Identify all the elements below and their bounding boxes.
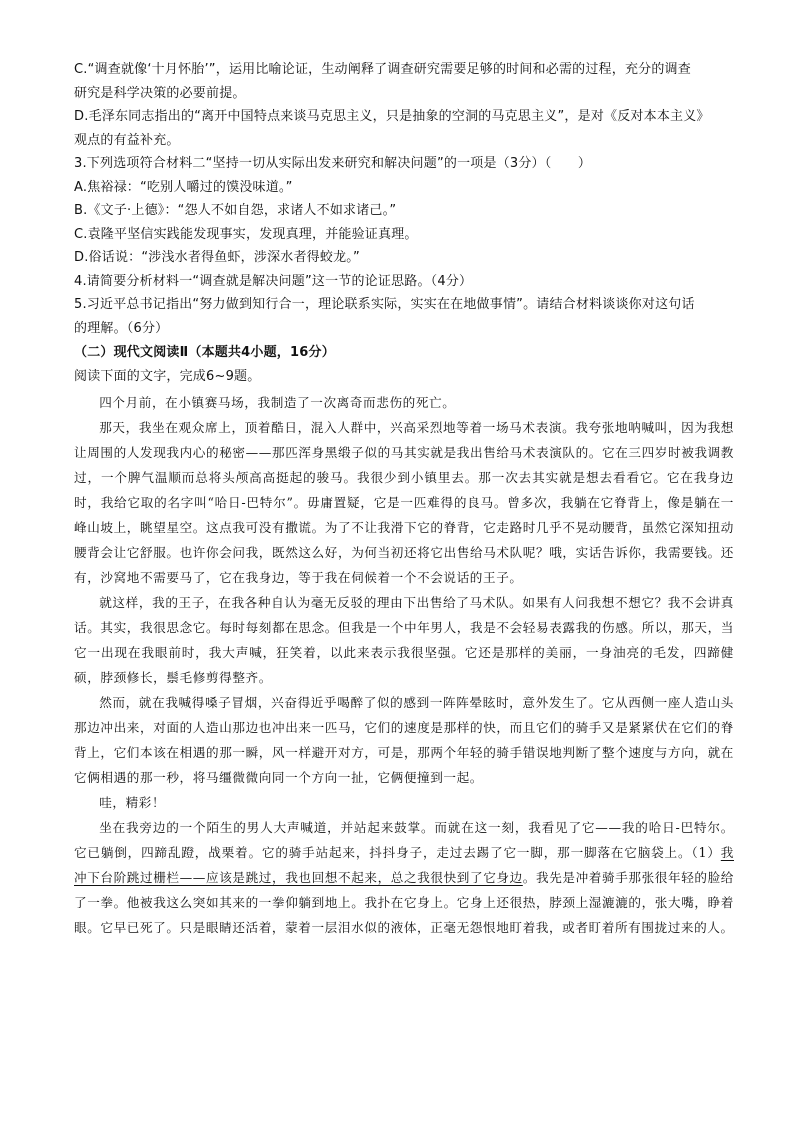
passage-paragraph-1: 四个月前，在小镇赛马场，我制造了一次离奇而悲伤的死亡。 xyxy=(99,395,456,410)
option-d-line-2: 观点的有益补充。 xyxy=(74,132,180,148)
question-4: 4.请简要分析材料一“调查就是解决问题”这一节的论证思路。（4分） xyxy=(74,273,473,289)
passage-paragraph-4: 然而，就在我喊得嗓子冒烟，兴奋得近乎喝醉了似的感到一阵阵晕眩时，意外发生了。它从西侧一座人造山头那边冲出来，对面的人造山那边也冲出来一匹马，它们的速度是那样的快，而且它们的骑手又是紧紧伏在它们的脊背上，它们本该在相遇的那一瞬，风一样避开对方，可是，那两个年轻的骑手错误地判断了整个速度与方向，就在它俩相遇的那一秒，将马缰微微向同一个方向一扯，它俩便撞到一起。 xyxy=(74,695,734,785)
passage-paragraph-6 xyxy=(74,815,734,940)
question-3-option-d: D.俗话说：“涉浅水者得鱼虾，涉深水者得蛟龙。” xyxy=(74,250,360,265)
passage-paragraph-5: 哇，精彩！ xyxy=(99,795,166,810)
option-c-line-1: C.“调查就像‘十月怀胎’”，运用比喻论证，生动阐释了调查研究需要足够的时间和必需的过程，充分的调查 xyxy=(74,62,691,77)
passage-paragraph-3: 就这样，我的王子，在我各种自认为毫无反驳的理由下出售给了马术队。如果有人问我想不想它？我不会讲真话。其实，我很思念它。每时每刻都在思念。但我是一个中年男人，我是不会轻易表露我的伤感。所以，那天，当它一出现在我眼前时，我大声喊，狂笑着，以此来表示我很坚强。它还是那样的美丽，一身油亮的毛发，四蹄健硕，脖颈修长，鬃毛修剪得整齐。 xyxy=(74,595,734,685)
reading-passage xyxy=(74,390,734,940)
question-5-line-1: 5.习近平总书记指出“努力做到知行合一，理论联系实际，实实在在地做事情”。请结合材料谈谈你对这句话 xyxy=(74,297,695,312)
paragraph-6-text-b: 。我先是冲着骑手那张很年轻的脸给了一拳。他被我这么突如其来的一拳仰躺到地上。我扑在它身上。它身上还很热，脖颈上湿漉漉的，张大嘴，睁着眼。它早已死了。只是眼睛还活着，蒙着一层泪水似的液体，正毫无怨恨地盯着我，或者盯着所有围拢过来的人。 xyxy=(74,870,734,935)
question-3-stem: 3.下列选项符合材料二“坚持一切从实际出发来研究和解决问题”的一项是（3分）（ ） xyxy=(74,156,592,171)
page-content xyxy=(74,58,734,940)
reading-instruction: 阅读下面的文字，完成6~9题。 xyxy=(74,368,261,384)
question-block-top xyxy=(74,58,734,340)
paragraph-6-text-a: 坐在我旁边的一个陌生的男人大声喊道，并站起来鼓掌。而就在这一刻，我看见了它——我的哈日-巴特尔。它已躺倒，四蹄乱蹬，战栗着。它的骑手站起来，抖抖身子，走过去踢了它一脚，那一脚落在它脑袋上。（1） xyxy=(74,820,734,860)
question-5-line-2: 的理解。（6分） xyxy=(74,320,169,336)
passage-paragraph-2: 那天，我坐在观众席上，顶着酷日，混入人群中，兴高采烈地等着一场马术表演。我夸张地呐喊叫，因为我想让周围的人发现我内心的秘密——那匹浑身黑缎子似的马其实就是我出售给马术表演队的。它在三四岁时被我调教过，一个脾气温顺而总将头颅高高挺起的骏马。我很少到小镇里去。那一次去其实就是想去看看它。它在我身边时，我给它取的名字叫“哈日-巴特尔”。毋庸置疑，它是一匹难得的良马。曾多次，我躺在它脊背上，像是躺在一峰山坡上，眺望星空。这点我可没有撒谎。为了不让我滑下它的脊背，它走路时几乎不晃动腰背，虽然它深知扭动腰背会让它舒服。也许你会问我，既然这么好，为何当初还将它出售给马术队呢？哦，实话告诉你，我需要钱。还有，沙窝地不需要马了，它在我身边，等于我在伺候着一个不会说话的王子。 xyxy=(74,420,734,585)
question-3-option-c: C.袁隆平坚信实践能发现事实，发现真理，并能验证真理。 xyxy=(74,226,418,242)
option-c-line-2: 研究是科学决策的必要前提。 xyxy=(74,85,246,101)
question-3-option-a: A.焦裕禄：“吃别人嚼过的馍没味道。” xyxy=(74,179,293,195)
option-d-line-1: D.毛泽东同志指出的“离开中国特点来谈马克思主义，只是抽象的空洞的马克思主义”，是对《反对本本主义》 xyxy=(74,109,710,124)
section-title: （二）现代文阅读Ⅱ（本题共4小题，16分） xyxy=(74,345,335,360)
underlined-sentence-1: 我冲下台阶跳过栅栏——应该是跳过，我也回想不起来，总之我很快到了它身边 xyxy=(74,845,734,885)
question-3-option-b: B.《文子·上德》：“怨人不如自怨，求诸人不如求诸己。” xyxy=(74,203,397,218)
